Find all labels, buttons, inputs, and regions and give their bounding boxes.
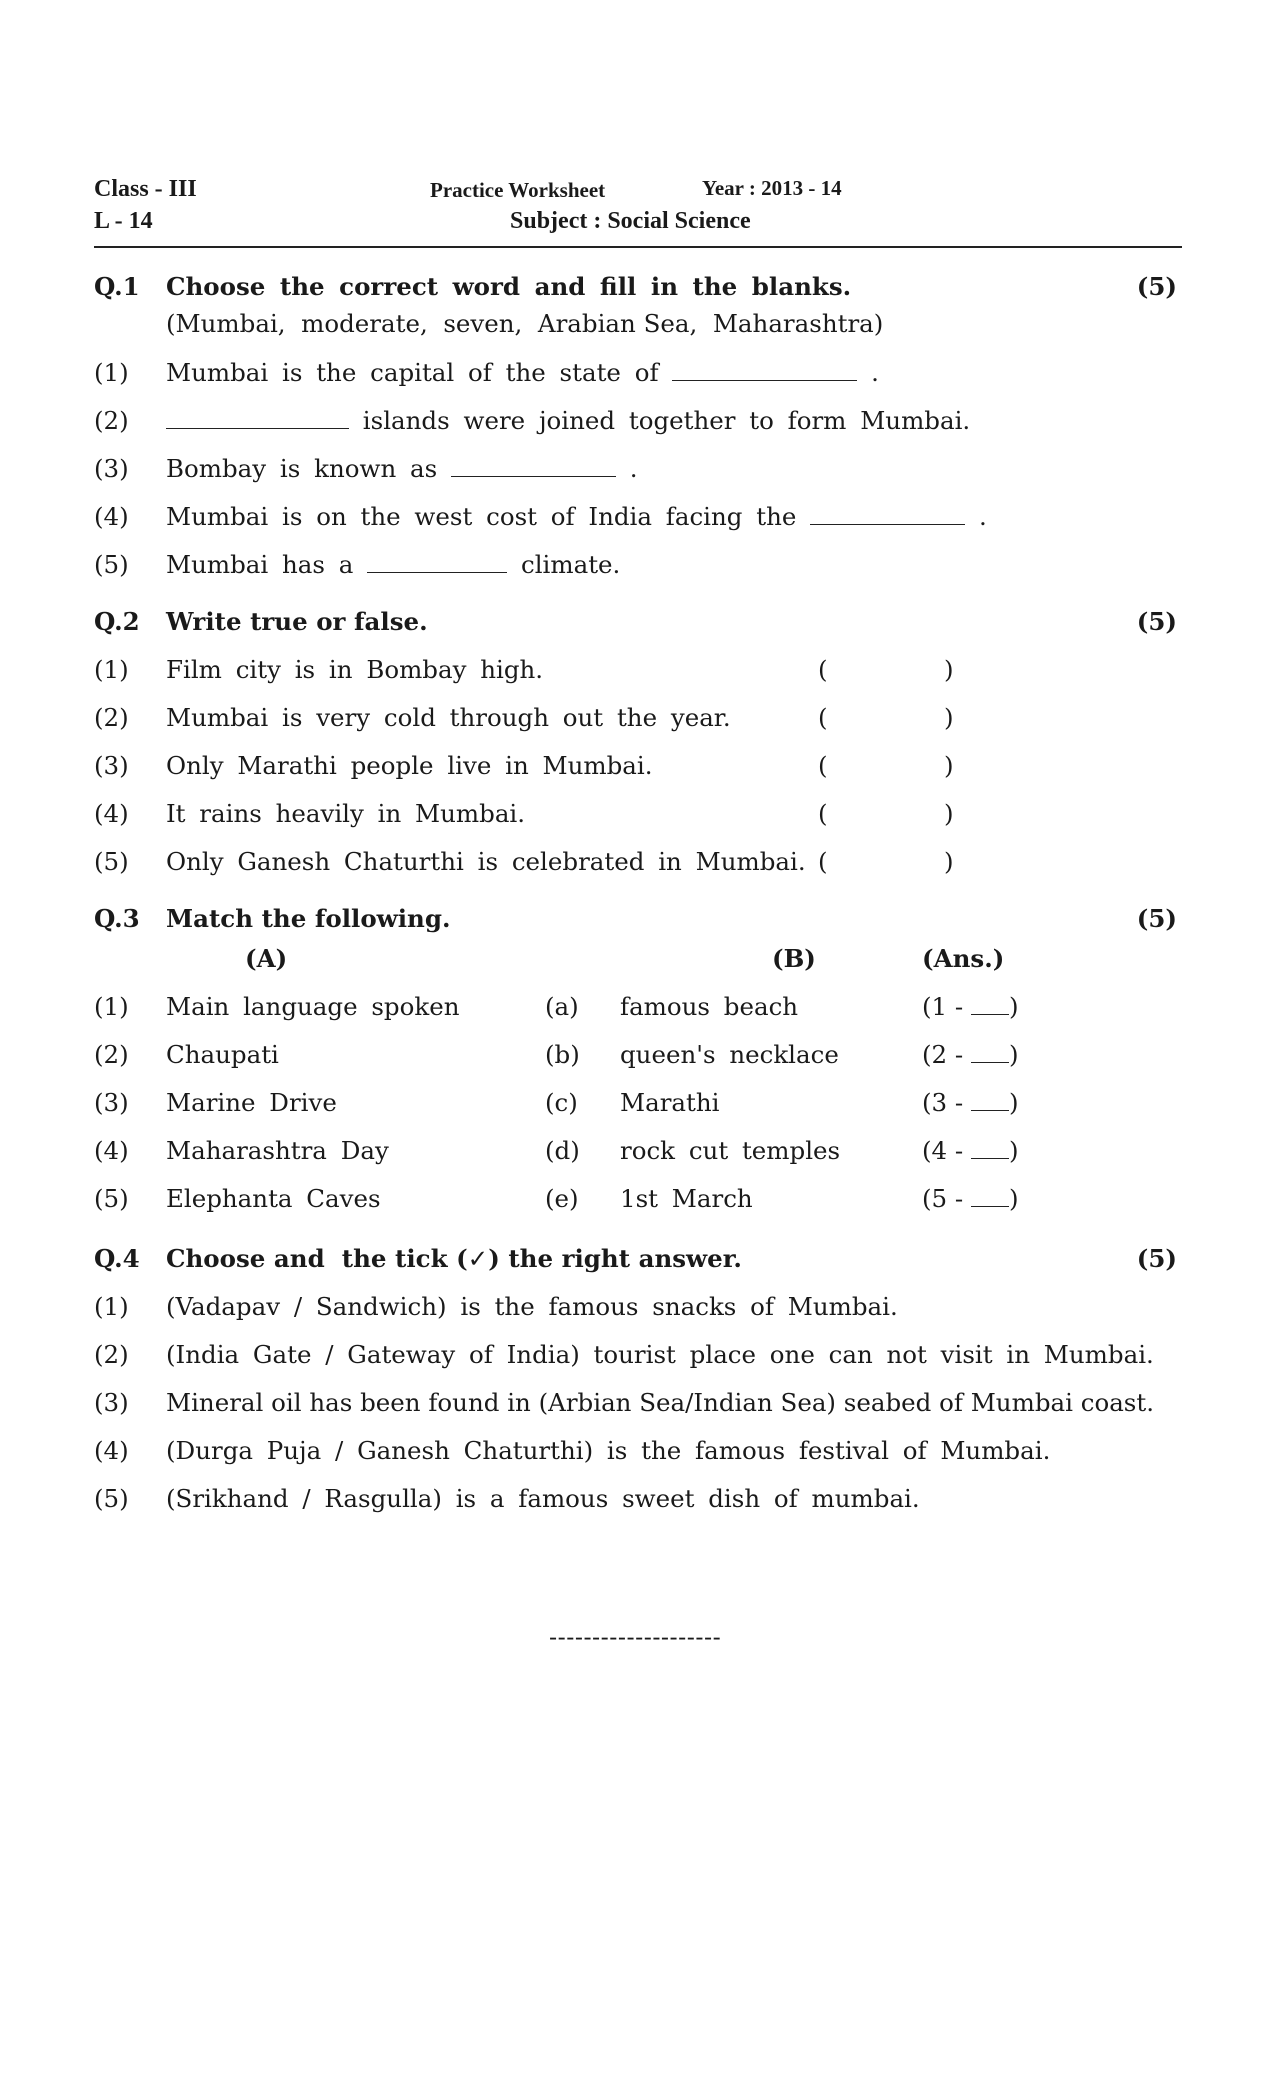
q2-item-3 — [94, 749, 1181, 783]
q2-item-2 — [94, 701, 1181, 735]
q4-number: Q.4 — [94, 1244, 140, 1273]
column-ans-header: (Ans.) — [922, 944, 1005, 973]
item-index: (1) — [94, 1292, 129, 1321]
item-index: (5) — [94, 1184, 129, 1213]
tick-icon: ✓ — [467, 1244, 489, 1273]
answer-blank[interactable] — [367, 550, 507, 573]
answer-blank[interactable] — [971, 1088, 1009, 1111]
q1-heading — [94, 270, 1181, 304]
q2-title: Write true or false. — [166, 607, 428, 636]
q3-item-4 — [94, 1134, 1181, 1168]
answer-label: (2 - — [922, 1040, 964, 1069]
column-b-text: rock cut temples — [620, 1136, 841, 1165]
answer-close: ) — [1009, 1136, 1019, 1165]
q4-item-5 — [94, 1482, 1181, 1516]
answer-blank[interactable] — [971, 992, 1009, 1015]
q2-marks: (5) — [1136, 607, 1177, 636]
column-a-header: (A) — [245, 944, 288, 973]
item-text-before: Mumbai is on the west cost of India facing the — [166, 502, 797, 531]
item-text — [166, 452, 638, 486]
q1-item-5 — [94, 548, 1181, 582]
q3-item-5 — [94, 1182, 1181, 1216]
item-text-before: Bombay is known as — [166, 454, 438, 483]
answer-paren-open[interactable]: ( — [818, 799, 828, 828]
column-b-text: famous beach — [620, 992, 799, 1021]
item-text-before: Mumbai has a — [166, 550, 354, 579]
q1-word-bank — [94, 307, 1181, 341]
end-dashed-line: -------------------- — [549, 1623, 722, 1651]
answer-slot[interactable] — [922, 990, 1019, 1024]
item-text — [166, 548, 620, 582]
q4-title-before: Choose and the tick ( — [166, 1244, 468, 1273]
item-index: (2) — [94, 406, 129, 435]
q2-item-4 — [94, 797, 1181, 831]
column-b-text: Marathi — [620, 1088, 720, 1117]
class-label: Class - III — [94, 176, 197, 202]
column-b-index: (e) — [545, 1184, 579, 1213]
item-index: (2) — [94, 703, 129, 732]
item-text — [166, 356, 879, 390]
q2-item-1 — [94, 653, 1181, 687]
q3-heading — [94, 902, 1181, 936]
q3-column-headers — [94, 942, 1181, 976]
column-b-index: (d) — [545, 1136, 580, 1165]
q1-number: Q.1 — [94, 272, 140, 301]
column-a-text: Elephanta Caves — [166, 1184, 381, 1213]
answer-paren-open[interactable]: ( — [818, 751, 828, 780]
answer-label: (3 - — [922, 1088, 964, 1117]
column-a-text: Chaupati — [166, 1040, 279, 1069]
q3-number: Q.3 — [94, 904, 140, 933]
answer-slot[interactable] — [922, 1182, 1019, 1216]
column-a-text: Marine Drive — [166, 1088, 337, 1117]
item-index: (2) — [94, 1040, 129, 1069]
item-text: Film city is in Bombay high. — [166, 655, 544, 684]
q3-marks: (5) — [1136, 904, 1177, 933]
item-text-after: climate. — [520, 550, 621, 579]
q1-title: Choose the correct word and fill in the blanks. — [166, 272, 852, 301]
q2-heading — [94, 605, 1181, 639]
item-index: (3) — [94, 751, 129, 780]
column-b-index: (b) — [545, 1040, 580, 1069]
q4-item-3 — [94, 1386, 1181, 1420]
year-label: Year : 2013 - 14 — [702, 176, 842, 200]
item-index: (1) — [94, 358, 129, 387]
q1-item-1 — [94, 356, 1181, 390]
item-index: (1) — [94, 655, 129, 684]
q3-title: Match the following. — [166, 904, 451, 933]
word-bank-text: (Mumbai, moderate, seven, Arabian Sea, Maharashtra) — [166, 309, 884, 338]
q1-item-4 — [94, 500, 1181, 534]
column-b-header: (B) — [772, 944, 816, 973]
lesson-label: L - 14 — [94, 208, 153, 234]
item-text-after: . — [629, 454, 638, 483]
item-index: (4) — [94, 502, 129, 531]
column-b-index: (c) — [545, 1088, 578, 1117]
column-b-index: (a) — [545, 992, 579, 1021]
answer-close: ) — [1009, 1040, 1019, 1069]
q1-item-2 — [94, 404, 1181, 438]
answer-label: (1 - — [922, 992, 964, 1021]
q2-item-5 — [94, 845, 1181, 879]
item-index: (2) — [94, 1340, 129, 1369]
subject-label: Subject : Social Science — [510, 208, 751, 234]
item-text — [166, 404, 970, 438]
q4-marks: (5) — [1136, 1244, 1177, 1273]
q4-item-1 — [94, 1290, 1181, 1324]
item-text[interactable]: (Vadapav / Sandwich) is the famous snacks of Mumbai. — [166, 1292, 898, 1321]
answer-close: ) — [1009, 1088, 1019, 1117]
item-text: Only Ganesh Chaturthi is celebrated in Mumbai. — [166, 847, 806, 876]
answer-paren-open[interactable]: ( — [818, 703, 828, 732]
q4-title — [166, 1242, 742, 1276]
q1-item-3 — [94, 452, 1181, 486]
answer-close: ) — [1009, 1184, 1019, 1213]
answer-slot[interactable] — [922, 1038, 1019, 1072]
item-index: (1) — [94, 992, 129, 1021]
item-index: (4) — [94, 799, 129, 828]
item-index: (4) — [94, 1136, 129, 1165]
item-index: (5) — [94, 1484, 129, 1513]
column-a-text: Main language spoken — [166, 992, 460, 1021]
item-text: Mumbai is very cold through out the year. — [166, 703, 731, 732]
answer-paren-close: ) — [944, 751, 954, 780]
q3-item-3 — [94, 1086, 1181, 1120]
answer-blank[interactable] — [971, 1136, 1009, 1159]
q4-title-after: ) the right answer. — [488, 1244, 742, 1273]
answer-label: (4 - — [922, 1136, 964, 1165]
column-b-text: 1st March — [620, 1184, 753, 1213]
answer-slot[interactable] — [922, 1086, 1019, 1120]
item-text[interactable]: (Durga Puja / Ganesh Chaturthi) is the famous festival of Mumbai. — [166, 1436, 1051, 1465]
answer-paren-open[interactable]: ( — [818, 847, 828, 876]
answer-label: (5 - — [922, 1184, 964, 1213]
item-text-before: Mumbai is the capital of the state of — [166, 358, 659, 387]
item-index: (4) — [94, 1436, 129, 1465]
item-index: (5) — [94, 550, 129, 579]
item-index: (3) — [94, 1388, 129, 1417]
q3-item-1 — [94, 990, 1181, 1024]
answer-close: ) — [1009, 992, 1019, 1021]
q3-item-2 — [94, 1038, 1181, 1072]
answer-blank[interactable] — [166, 406, 349, 429]
header-rule — [94, 246, 1182, 248]
item-index: (3) — [94, 1088, 129, 1117]
answer-paren-close: ) — [944, 703, 954, 732]
q4-heading — [94, 1242, 1181, 1276]
answer-paren-close: ) — [944, 799, 954, 828]
answer-slot[interactable] — [922, 1134, 1019, 1168]
answer-paren-open[interactable]: ( — [818, 655, 828, 684]
item-index: (3) — [94, 454, 129, 483]
q2-number: Q.2 — [94, 607, 140, 636]
item-text: It rains heavily in Mumbai. — [166, 799, 526, 828]
item-text-after: islands were joined together to form Mumbai. — [362, 406, 971, 435]
answer-blank[interactable] — [971, 1040, 1009, 1063]
q4-item-4 — [94, 1434, 1181, 1468]
column-a-text: Maharashtra Day — [166, 1136, 389, 1165]
worksheet-title: Practice Worksheet — [430, 178, 606, 202]
item-text[interactable]: (Srikhand / Rasgulla) is a famous sweet dish of mumbai. — [166, 1484, 920, 1513]
answer-blank[interactable] — [672, 358, 857, 381]
answer-blank[interactable] — [810, 502, 965, 525]
item-text-after: . — [871, 358, 879, 387]
column-b-text: queen's necklace — [620, 1040, 839, 1069]
item-text: Only Marathi people live in Mumbai. — [166, 751, 653, 780]
q4-item-2 — [94, 1338, 1181, 1372]
item-text-after: . — [978, 502, 987, 531]
answer-paren-close: ) — [944, 847, 954, 876]
item-text[interactable]: Mineral oil has been found in (Arbian Sea/Indian Sea) seabed of Mumbai coast. — [166, 1388, 1155, 1417]
answer-blank[interactable] — [451, 454, 616, 477]
item-text[interactable]: (India Gate / Gateway of India) tourist place one can not visit in Mumbai. — [166, 1340, 1154, 1369]
answer-blank[interactable] — [971, 1184, 1009, 1207]
q1-marks: (5) — [1136, 272, 1177, 301]
answer-paren-close: ) — [944, 655, 954, 684]
item-index: (5) — [94, 847, 129, 876]
item-text — [166, 500, 987, 534]
